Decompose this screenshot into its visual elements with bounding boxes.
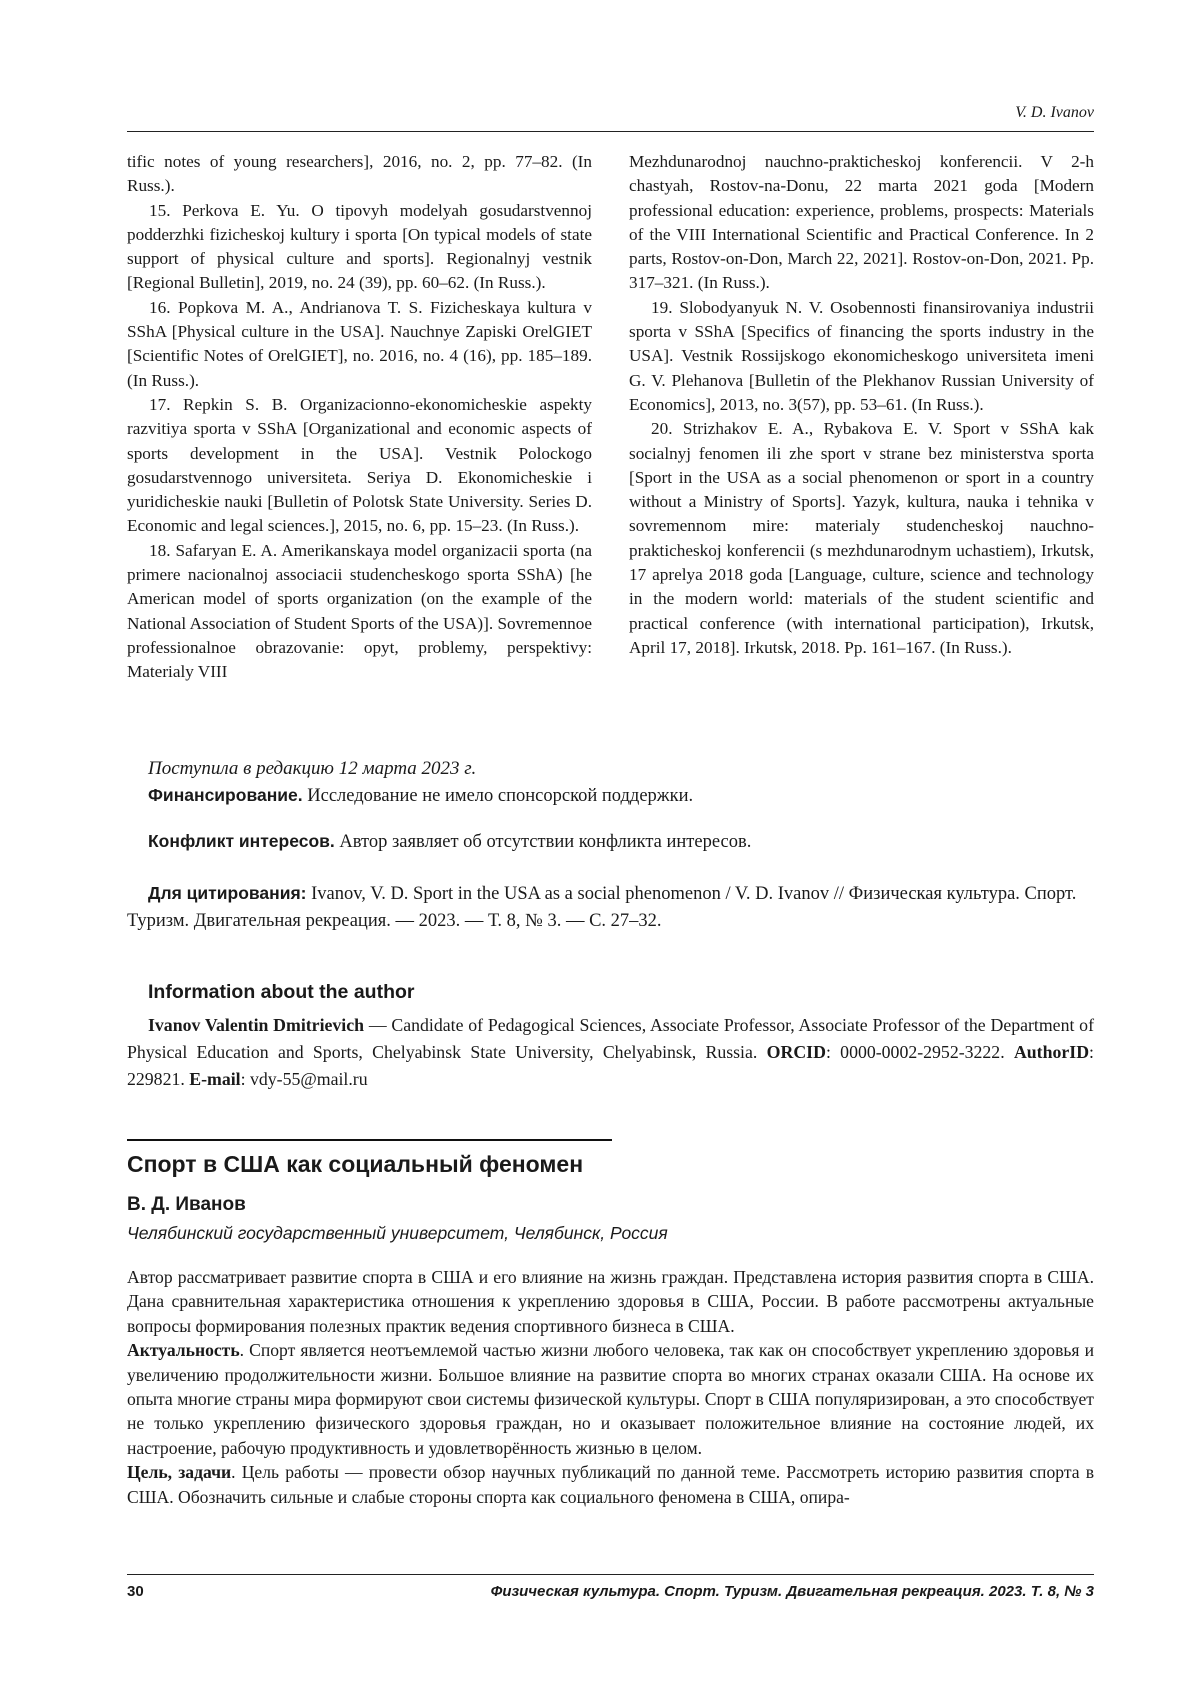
goal-label: Цель, задачи: [127, 1462, 232, 1483]
citation-label: Для цитирования:: [148, 883, 307, 903]
citation-text: Ivanov, V. D. Sport in the USA as a social phenomenon / V. D. Ivanov // Физическая культура. Спорт. Туризм. Двигательная рекреация. — 2023. — Т. 8, № 3. — С. 27–32.: [127, 884, 1077, 931]
reference-15: 15. Perkova E. Yu. O tipovyh modelyah gosudarstvennoj podderzhki fizicheskoj kultury i sporta [On typical models of state support of physical culture and sports]. Regionalnyj vestnik [Regional Bulletin], 2019, no. 24 (39), pp. 60–62. (In Russ.).: [127, 200, 592, 293]
funding-text: Исследование не имело спонсорской поддержки.: [307, 786, 694, 806]
article-title: Спорт в США как социальный феномен: [127, 1151, 584, 1177]
reference-17: 17. Repkin S. B. Organizacionno-ekonomicheskie aspekty razvitiya sporta v SShA [Organizational and economic aspects of sports development in the USA]. Vestnik Polockogo gosudarstvennogo universiteta. Seriya D. Ekonomicheskie i yuridicheskie nauki [Bulletin of Polotsk State University. Series D. Economic and legal sciences.], 2015, no. 6, pp. 15–23. (In Russ.).: [127, 394, 592, 536]
article-author: В. Д. Иванов: [127, 1194, 246, 1215]
running-header-author: V. D. Ivanov: [1015, 104, 1094, 121]
header-rule: [127, 131, 1094, 132]
relevance-text: . Спорт является неотъемлемой частью жизни любого человека, так как он способствует укреплению здоровья и увеличению продолжительности жизни. Большое влияние на развитие спорта во многих странах оказали США. На основе их опыта многие страны мира формируют свои системы физической культуры. Спорт в США популяризирован, а это способствует не только укреплению физического здоровья граждан, но и оказывает положительное влияние на состояние людей, их настроение, рабочую продуктивность и удовлетворённость жизнью в целом.: [127, 1340, 1094, 1458]
references-columns: [127, 150, 1094, 685]
reference-20: 20. Strizhakov E. A., Rybakova E. V. Sport v SShA kak socialnyj fenomen ili zhe sport v strane bez ministerstva sporta [Sport in the USA as a social phenomenon or sport in a country without a Ministry of Sports]. Yazyk, kultura, nauka i tehnika v sovremennom mire: materialy studencheskoj nauchno-prakticheskoj konferencii (s mezhdunarodnym uchastiem), Irkutsk, 17 aprelya 2018 goda [Language, culture, science and technology in the modern world: materials of the student scientific and practical conference (with international participation), Irkutsk, April 17, 2018]. Irkutsk, 2018. Pp. 161–167. (In Russ.).: [629, 419, 1094, 657]
authorid-value: : 229821.: [127, 1042, 1094, 1089]
references-left-column: [127, 150, 592, 685]
references-right-column: [629, 150, 1094, 685]
abstract-intro: Автор рассматривает развитие спорта в США и его влияние на жизнь граждан. Представлена история развития спорта в США. Дана сравнительная характеристика отношения к укреплению здоровья в США, России. В работе рассмотрены актуальные вопросы формирования полезных практик ведения спортивного бизнеса в США.: [127, 1267, 1094, 1336]
received-date: Поступила в редакцию 12 марта 2023 г.: [148, 758, 477, 779]
journal-name: Физическая культура. Спорт. Туризм. Двигательная рекреация. 2023. Т. 8, № 3: [490, 1583, 1094, 1600]
orcid-value: : 0000-0002-2952-3222.: [825, 1042, 1005, 1062]
orcid-label: ORCID: [766, 1042, 826, 1062]
page-number: 30: [127, 1583, 144, 1600]
reference-continuation: tific notes of young researchers], 2016, no. 2, pp. 77–82. (In Russ.).: [127, 152, 592, 196]
title-rule: [127, 1139, 612, 1141]
email-value[interactable]: : vdy-55@mail.ru: [240, 1069, 368, 1089]
funding-label: Финансирование.: [148, 785, 303, 805]
abstract-goal: [127, 1460, 1094, 1509]
reference-18-continuation: Mezhdunarodnoj nauchno-prakticheskoj konferencii. V 2-h chastyah, Rostov-na-Donu, 22 marta 2021 goda [Modern professional education: experience, problems, prospects: Materials of the VIII International Scientific and Practical Conference. In 2 parts, Rostov-on-Don, March 22, 2021]. Rostov-on-Don, 2021. Pp. 317–321. (In Russ.).: [629, 152, 1094, 293]
reference-19: 19. Slobodyanyuk N. V. Osobennosti finansirovaniya industrii sporta v SShA [Specifics of financing the sports industry in the USA]. Vestnik Rossijskogo ekonomicheskogo universiteta imeni G. V. Plehanova [Bulletin of the Plekhanov Russian University of Economics], 2013, no. 3(57), pp. 53–61. (In Russ.).: [629, 297, 1094, 414]
article-affiliation: Челябинский государственный университет, Челябинск, Россия: [127, 1223, 668, 1243]
author-info-paragraph: [127, 1012, 1094, 1093]
authorid-label: AuthorID: [1013, 1042, 1090, 1062]
goal-text: . Цель работы — провести обзор научных публикаций по данной теме. Рассмотреть историю развития спорта в США. Обозначить сильные и слабые стороны спорта как социального феномена в США, опира-: [127, 1462, 1094, 1507]
funding-statement: [127, 782, 1094, 810]
author-description: — Candidate of Pedagogical Sciences, Associate Professor, Associate Professor of the Department of Physical Education and Sports, Chelyabinsk State University, Chelyabinsk, Russia.: [127, 1015, 1094, 1062]
reference-18: 18. Safaryan E. A. Amerikanskaya model organizacii sporta (na primere nacionalnoj associacii studencheskogo sporta SShA) [he American model of sports organization (on the example of the National Association of Student Sports of the USA)]. Sovremennoe professionalnoe obrazovanie: opyt, problemy, perspektivy: Materialy VIII: [127, 540, 592, 682]
author-info-heading: Information about the author: [148, 981, 415, 1003]
conflict-text: Автор заявляет об отсутствии конфликта интересов.: [339, 832, 752, 852]
conflict-label: Конфликт интересов.: [148, 831, 335, 851]
relevance-label: Актуальность: [127, 1340, 240, 1361]
citation-statement: [127, 880, 1094, 935]
abstract-relevance: [127, 1338, 1094, 1460]
email-label: E-mail: [189, 1069, 241, 1089]
conflict-statement: [127, 828, 1094, 856]
reference-16: 16. Popkova M. A., Andrianova T. S. Fizicheskaya kultura v SShA [Physical culture in the USA]. Nauchnye Zapiski OrelGIET [Scientific Notes of OrelGIET], no. 2016, no. 4 (16), pp. 185–189. (In Russ.).: [127, 297, 592, 390]
abstract: [127, 1265, 1094, 1509]
author-name: Ivanov Valentin Dmitrievich: [148, 1015, 365, 1035]
footer-rule: [127, 1574, 1094, 1575]
